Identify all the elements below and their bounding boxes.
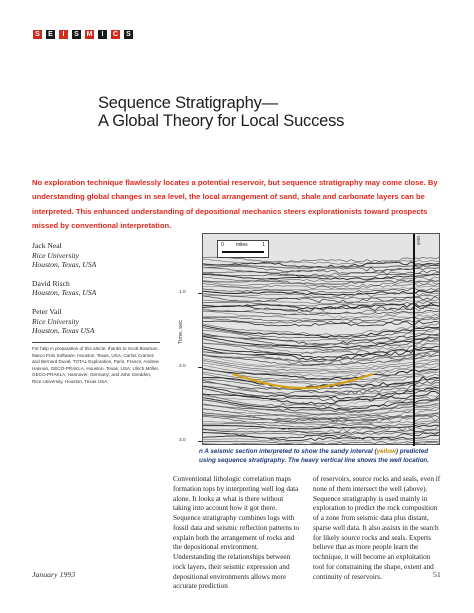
lead-paragraph: No exploration technique flawlessly locates a potential reservoir, but sequence stratigraphy may come close. By understanding global changes in sea level, the local arrangement of sand, shale and carbonate layers can be interpreted. This enhanced understanding of depositional mechanics steers explorationists toward prospects missed by conventional interpretation. bbox=[32, 178, 438, 231]
article-title bbox=[98, 94, 344, 130]
acknowledgment-note: For help in preparation of this article, thanks to Scott Bowman, Marco Polo Software, Houston, Texas, USA; Carlos Cramez and Bernard Duval, TOTAL Exploration, Paris, France; Andrew Hannan, GECO-PRAKLA, Houston, Texas, USA; Ulrich Möller, GECO-PRAKLA, Hannover, Germany; and John Snedden, Rice University, Houston, Texas USA. bbox=[32, 342, 160, 386]
author bbox=[32, 307, 164, 336]
seismics-logo bbox=[33, 30, 133, 39]
time-tick: 1.0 bbox=[179, 290, 186, 295]
issue-date: January 1993 bbox=[32, 570, 76, 579]
author-affiliation: Rice University bbox=[32, 250, 80, 260]
author-list bbox=[32, 241, 164, 345]
author-name: Jack Neal bbox=[32, 241, 62, 250]
author-name: Peter Vail bbox=[32, 306, 62, 316]
scale-one: 1 bbox=[262, 242, 265, 248]
logo-letter: M bbox=[86, 31, 93, 38]
seismic-section bbox=[202, 233, 440, 445]
page-number: 51 bbox=[433, 570, 441, 579]
caption-suffix: ) predicted using sequence stratigraphy. The heavy vertical line shows the well location. bbox=[199, 448, 430, 464]
author-affiliation: Houston, Texas, USA bbox=[32, 288, 97, 298]
caption-prefix: n A seismic section interpreted to show the sandy interval ( bbox=[199, 448, 377, 455]
seismic-figure bbox=[178, 233, 440, 445]
time-tick: 3.0 bbox=[179, 438, 186, 443]
logo-letter: S bbox=[72, 30, 81, 39]
caption-yellow-word: yellow bbox=[376, 448, 396, 455]
logo-letter: S bbox=[124, 30, 133, 39]
scale-unit: miles bbox=[236, 242, 248, 248]
scale-zero: 0 bbox=[221, 242, 224, 248]
body-column-1: Conventional lithologic correlation maps formation tops by interpreting well log data alone. It looks at what is there without taking into account how it got there. Sequence stratigraphy combines logs with fossil data and seismic reflection patterns to explain both the arrangement of rocks and the depositional environment. Understanding the relationships between rock layers, their seismic expression and depositional environments allows more accurate prediction bbox=[173, 475, 300, 591]
well-label: Well bbox=[416, 236, 421, 245]
figure-caption bbox=[199, 448, 443, 466]
body-column-2: of reservoirs, source rocks and seals, even if none of them intersect the well (above). Sequence stratigraphy is used mainly in exploration to predict the rock composition of a zone from seismic data plus distant, sparse well data. It also assists in the search for likely source rocks and seals. Experts believe that as more people learn the technique, it will become an exploitation tool for constraining the shape, extent and continuity of reservoirs. bbox=[313, 475, 441, 581]
logo-letter: S bbox=[33, 30, 42, 39]
logo-letter: I bbox=[59, 30, 68, 39]
author bbox=[32, 241, 164, 270]
well-location-line bbox=[413, 234, 415, 446]
author-location: Houston, Texas USA bbox=[32, 326, 95, 336]
author-name: David Risch bbox=[32, 278, 70, 288]
time-axis-label: Time, sec bbox=[178, 319, 185, 345]
title-line-1: Sequence Stratigraphy— bbox=[98, 94, 278, 112]
seismic-image bbox=[203, 234, 439, 444]
logo-letter: E bbox=[46, 30, 55, 39]
title-line-2: A Global Theory for Local Success bbox=[98, 112, 345, 130]
author-affiliation: Rice University bbox=[32, 316, 80, 326]
scale-bar bbox=[217, 240, 269, 258]
time-tick: 2.0 bbox=[179, 364, 186, 369]
logo-letter: C bbox=[112, 31, 119, 38]
scale-bar-line bbox=[222, 251, 264, 253]
author bbox=[32, 279, 164, 298]
author-location: Houston, Texas, USA bbox=[32, 260, 97, 270]
logo-letter: I bbox=[98, 30, 107, 39]
